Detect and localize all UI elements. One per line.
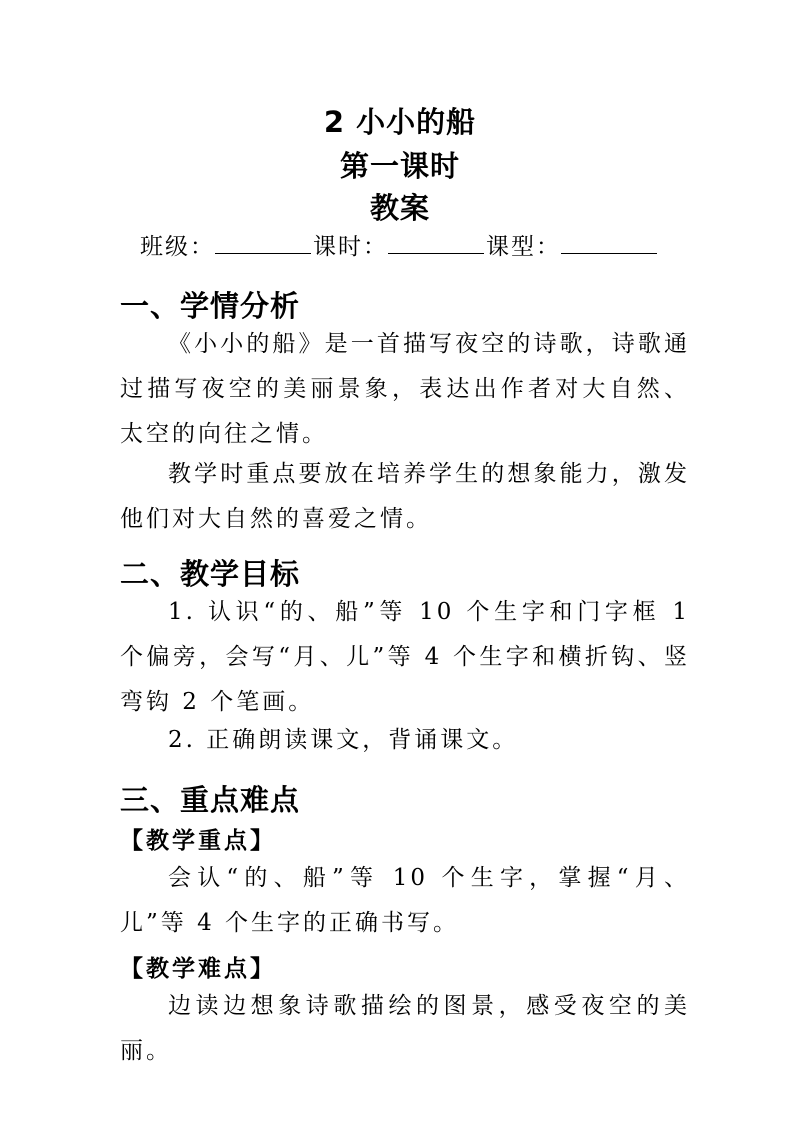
type-blank [561, 231, 657, 254]
hours-blank [388, 231, 484, 254]
difficulty-text: 边读边想象诗歌描绘的图景，感受夜空的美丽。 [120, 993, 690, 1064]
class-label: 班级： [140, 234, 215, 260]
doc-type-title: 教案 [369, 191, 430, 225]
difficulty-label: 【教学难点】 [120, 955, 276, 982]
key-point-text: 会认“的、船”等 10 个生字，掌握“月、儿”等 4 个生字的正确书写。 [120, 865, 690, 936]
objective-item-2: 2. 正确朗读课文，背诵课文。 [168, 727, 519, 753]
analysis-paragraph-1: 《小小的船》是一首描写夜空的诗歌，诗歌通过描写夜空的美丽景象，表达出作者对大自然、太空的向往之情。 [120, 331, 690, 447]
meta-fields [140, 228, 659, 261]
period-title: 第一课时 [339, 149, 460, 183]
class-blank [215, 231, 311, 254]
hours-label: 课时： [313, 234, 388, 260]
lesson-title: 2 小小的船 [323, 105, 477, 139]
section-heading-key-points: 三、重点难点 [120, 783, 301, 817]
objective-item-1: 1. 认识“的、船”等 10 个生字和门字框 1 个偏旁，会写“月、儿”等 4 个生字和横折钩、竖弯钩 2 个笔画。 [120, 599, 690, 715]
key-point-label: 【教学重点】 [120, 827, 276, 854]
section-heading-objectives: 二、教学目标 [120, 557, 301, 591]
type-label: 课型： [486, 234, 561, 260]
section-heading-analysis: 一、学情分析 [120, 289, 301, 323]
analysis-paragraph-2: 教学时重点要放在培养学生的想象能力，激发他们对大自然的喜爱之情。 [120, 461, 690, 532]
